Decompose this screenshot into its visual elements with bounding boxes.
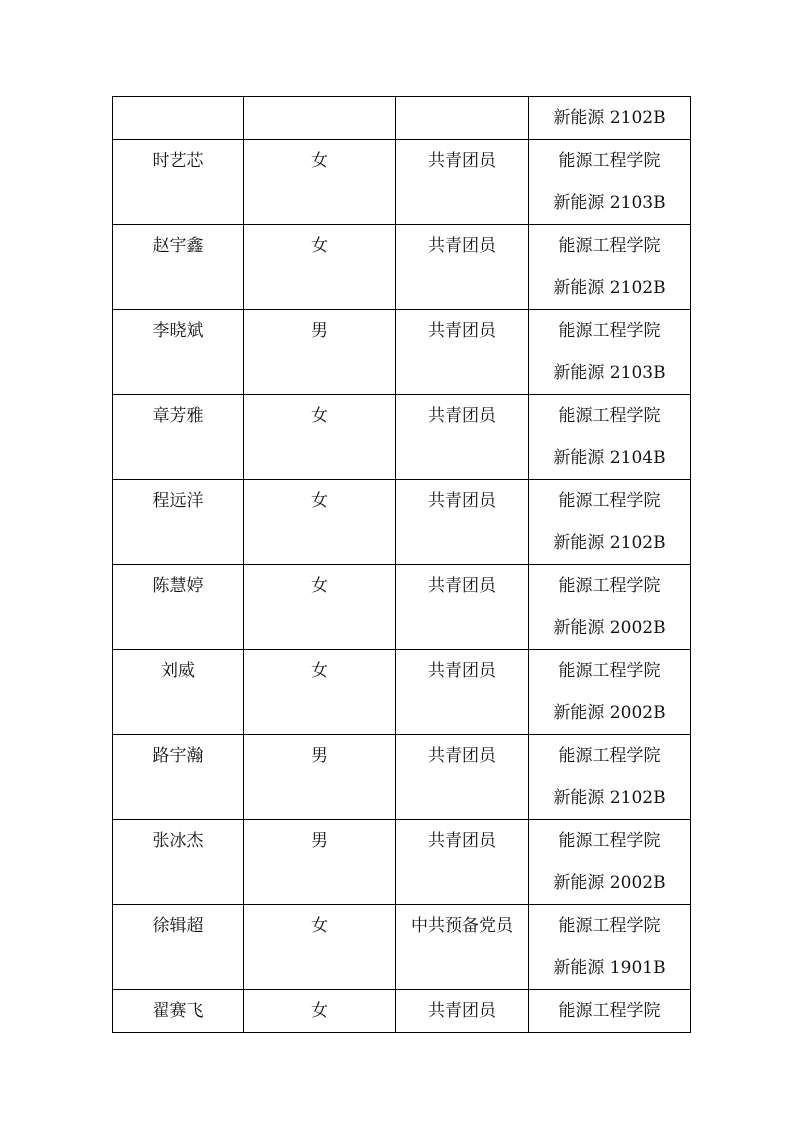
table-row: [113, 905, 691, 990]
status-text: 共青团员: [428, 831, 496, 851]
status-text: 中共预备党员: [411, 916, 513, 936]
unit-line-1: 能源工程学院: [558, 236, 661, 256]
cell-unit: [529, 990, 691, 1033]
gender-text: 女: [311, 491, 328, 511]
unit-line-2: 新能源 2002B: [553, 618, 666, 638]
cell-unit: [529, 97, 691, 140]
unit-line-2: 新能源 2002B: [553, 873, 666, 893]
cell-gender: [244, 735, 396, 820]
cell-unit: [529, 395, 691, 480]
gender-text: 女: [311, 1001, 328, 1021]
gender-text: [244, 97, 395, 139]
cell-status: [396, 310, 529, 395]
unit-line-2: 新能源 2103B: [553, 363, 666, 383]
name-text: 程远洋: [152, 491, 204, 511]
cell-status: [396, 97, 529, 140]
status-text: 共青团员: [428, 321, 496, 341]
cell-name: [113, 97, 244, 140]
cell-name: [113, 480, 244, 565]
cell-gender: [244, 225, 396, 310]
cell-gender: [244, 565, 396, 650]
unit-line-1: 能源工程学院: [558, 406, 661, 426]
cell-unit: [529, 820, 691, 905]
name-text: 章芳雅: [152, 406, 204, 426]
unit-line-1: 能源工程学院: [558, 576, 661, 596]
unit-line-2: 新能源 2102B: [553, 533, 666, 553]
table-row: [113, 565, 691, 650]
table-row: [113, 395, 691, 480]
unit-line-2: 新能源 2104B: [553, 448, 666, 468]
status-text: 共青团员: [428, 1001, 496, 1021]
unit-line-1: 能源工程学院: [558, 1001, 661, 1021]
name-text: 陈慧婷: [152, 576, 204, 596]
cell-status: [396, 735, 529, 820]
unit-line-1: 能源工程学院: [558, 151, 661, 171]
unit-line-2: 新能源 2102B: [553, 788, 666, 808]
cell-unit: [529, 565, 691, 650]
gender-text: 女: [311, 661, 328, 681]
unit-line-2: 新能源 1901B: [553, 958, 666, 978]
cell-name: [113, 395, 244, 480]
cell-unit: [529, 650, 691, 735]
cell-status: [396, 905, 529, 990]
name-text: 张冰杰: [152, 831, 204, 851]
gender-text: 男: [311, 831, 328, 851]
cell-unit: [529, 310, 691, 395]
cell-status: [396, 140, 529, 225]
name-text: 赵宇鑫: [152, 236, 204, 256]
gender-text: 女: [311, 916, 328, 936]
name-text: 路宇瀚: [152, 746, 204, 766]
table-row: [113, 225, 691, 310]
status-text: 共青团员: [428, 491, 496, 511]
cell-gender: [244, 310, 396, 395]
cell-name: [113, 225, 244, 310]
cell-name: [113, 905, 244, 990]
cell-gender: [244, 650, 396, 735]
status-text: 共青团员: [428, 661, 496, 681]
table-row-continued: [113, 97, 691, 140]
cell-gender: [244, 395, 396, 480]
cell-name: [113, 735, 244, 820]
gender-text: 女: [311, 151, 328, 171]
name-text: 时艺芯: [152, 151, 204, 171]
cell-status: [396, 480, 529, 565]
cell-gender: [244, 480, 396, 565]
unit-line-2: 新能源 2102B: [553, 278, 666, 298]
cell-name: [113, 990, 244, 1033]
status-text: [396, 97, 528, 139]
cell-status: [396, 820, 529, 905]
cell-unit: [529, 735, 691, 820]
cell-status: [396, 565, 529, 650]
status-text: 共青团员: [428, 236, 496, 256]
name-text: 李晓斌: [152, 321, 204, 341]
cell-status: [396, 650, 529, 735]
cell-status: [396, 225, 529, 310]
unit-line-2: 新能源 2103B: [553, 193, 666, 213]
gender-text: 女: [311, 576, 328, 596]
cell-gender: [244, 820, 396, 905]
gender-text: 女: [311, 406, 328, 426]
status-text: 共青团员: [428, 406, 496, 426]
table-row: [113, 650, 691, 735]
cell-status: [396, 990, 529, 1033]
cell-gender: [244, 140, 396, 225]
cell-gender: [244, 97, 396, 140]
member-table-body: [113, 97, 691, 1033]
cell-status: [396, 395, 529, 480]
cell-unit: [529, 905, 691, 990]
cell-name: [113, 310, 244, 395]
cell-gender: [244, 990, 396, 1033]
unit-line-1: 能源工程学院: [558, 661, 661, 681]
unit-line-1: 能源工程学院: [558, 491, 661, 511]
gender-text: 男: [311, 321, 328, 341]
cell-unit: [529, 140, 691, 225]
name-text: 徐辑超: [152, 916, 204, 936]
table-row: [113, 310, 691, 395]
table-row: [113, 480, 691, 565]
unit-line-1: 能源工程学院: [558, 916, 661, 936]
name-text: [113, 97, 243, 139]
table-row: [113, 140, 691, 225]
status-text: 共青团员: [428, 576, 496, 596]
status-text: 共青团员: [428, 151, 496, 171]
unit-line-1: 能源工程学院: [558, 321, 661, 341]
status-text: 共青团员: [428, 746, 496, 766]
unit-line-2: 新能源 2002B: [553, 703, 666, 723]
unit-line-2: 新能源 2102B: [553, 108, 666, 128]
cell-unit: [529, 225, 691, 310]
member-table: [112, 96, 691, 1033]
table-row: [113, 820, 691, 905]
unit-line-1: 能源工程学院: [558, 831, 661, 851]
table-row: [113, 735, 691, 820]
cell-name: [113, 140, 244, 225]
gender-text: 男: [311, 746, 328, 766]
cell-unit: [529, 480, 691, 565]
name-text: 刘威: [161, 661, 195, 681]
cell-name: [113, 820, 244, 905]
unit-line-1: 能源工程学院: [558, 746, 661, 766]
gender-text: 女: [311, 236, 328, 256]
cell-name: [113, 565, 244, 650]
cell-gender: [244, 905, 396, 990]
cell-name: [113, 650, 244, 735]
table-row-partial: [113, 990, 691, 1033]
name-text: 翟赛飞: [152, 1001, 204, 1021]
